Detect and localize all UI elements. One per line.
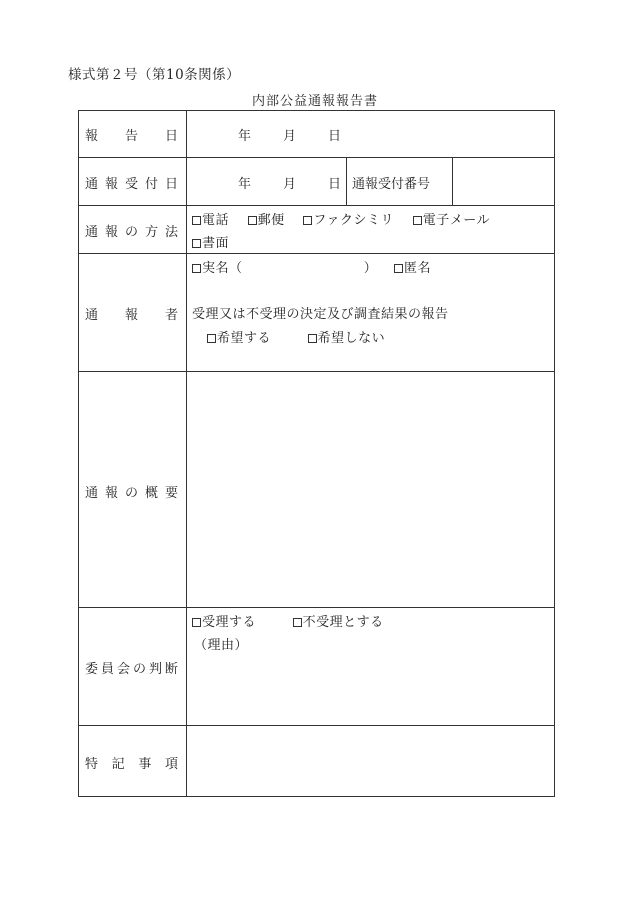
committee-options [192,611,384,630]
receipt-number-label: 通報受付番号 [352,177,431,192]
notes-field[interactable] [187,726,554,796]
committee-label: 委 員 会 の 判 断 [85,662,178,677]
checkbox[interactable] [192,216,201,225]
checkbox[interactable] [248,216,257,225]
method-options-line2 [192,232,229,251]
report-date-label: 報 告 日 [85,129,178,144]
document-title: 内部公益通報報告書 [251,94,378,109]
table-border-right [554,110,555,797]
method-mail-option[interactable]: 郵便 [248,209,285,228]
checkbox[interactable] [394,264,403,273]
anonymous-option[interactable]: 匿名 [394,257,431,276]
summary-label: 通 報 の 概 要 [85,486,178,501]
row-line [78,253,555,254]
reporter-name-line [192,257,431,276]
not-want-report-option[interactable]: 希望しない [308,327,386,346]
receipt-number-field[interactable] [453,158,554,205]
checkbox[interactable] [303,216,312,225]
real-name-close: ） [363,261,378,276]
form-number: 様式第２号（第10条関係） [68,67,241,83]
row-line [78,796,555,797]
method-options-line1 [192,209,490,228]
checkbox[interactable] [207,334,216,343]
row-line [78,110,555,111]
result-report-options [207,327,385,346]
checkbox[interactable] [308,334,317,343]
summary-field[interactable] [187,372,554,607]
checkbox[interactable] [192,264,201,273]
method-label: 通 報 の 方 法 [85,225,178,240]
reject-option[interactable]: 不受理とする [293,611,384,630]
real-name-option[interactable]: 実名（ [192,257,243,276]
notes-label: 特 記 事 項 [85,757,178,772]
method-email-option[interactable]: 電子メール [413,209,490,228]
reason-label: （理由） [194,638,249,653]
accept-option[interactable]: 受理する [192,611,256,630]
table-border-left [78,110,79,797]
checkbox[interactable] [192,618,201,627]
want-report-option[interactable]: 希望する [207,327,271,346]
row-line [78,607,555,608]
checkbox[interactable] [293,618,302,627]
receipt-date-label: 通 報 受 付 日 [85,177,178,192]
method-phone-option[interactable]: 電話 [192,209,229,228]
reporter-label: 通 報 者 [85,308,178,323]
method-fax-option[interactable]: ファクシミリ [303,209,394,228]
method-document-option[interactable]: 書面 [192,232,229,251]
receipt-number-divider-1 [346,157,347,205]
result-report-label: 受理又は不受理の決定及び調査結果の報告 [192,307,449,322]
checkbox[interactable] [192,239,201,248]
checkbox[interactable] [413,216,422,225]
row-line [78,205,555,206]
